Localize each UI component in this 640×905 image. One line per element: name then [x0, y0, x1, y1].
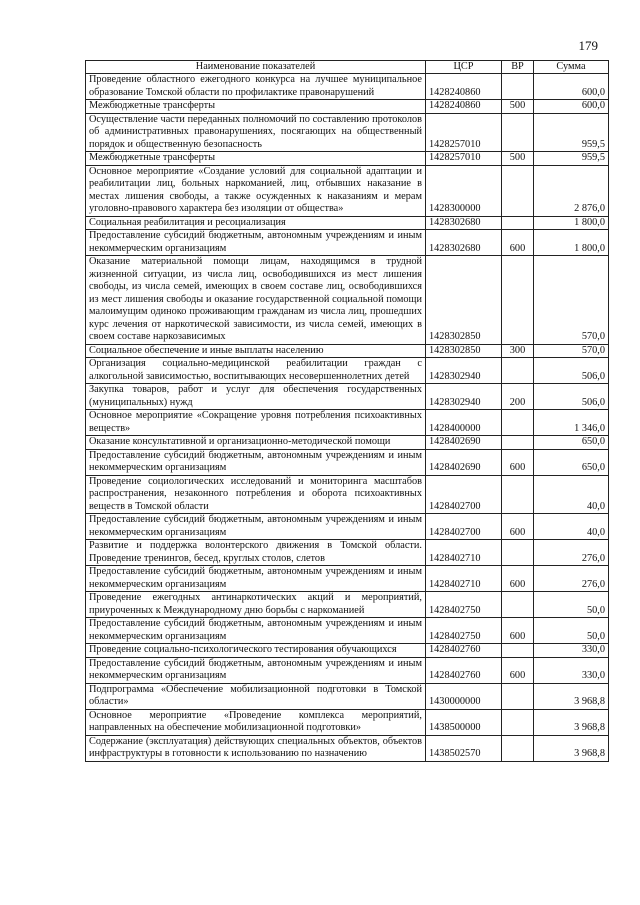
row-vr-cell	[502, 592, 534, 618]
row-csr-cell: 1428402710	[426, 566, 502, 592]
table-row	[86, 657, 609, 683]
row-sum-cell: 650,0	[534, 436, 609, 450]
table-row	[86, 74, 609, 100]
table-row	[86, 683, 609, 709]
table-row	[86, 475, 609, 514]
row-sum-cell: 50,0	[534, 592, 609, 618]
row-sum-cell: 506,0	[534, 358, 609, 384]
row-name-cell: Организация социально-медицинской реабилитации граждан с алкогольной зависимостью, воспитывающих несовершеннолетних детей	[86, 358, 426, 384]
row-vr-cell: 600	[502, 657, 534, 683]
table-row	[86, 514, 609, 540]
row-sum-cell: 40,0	[534, 475, 609, 514]
row-sum-cell: 570,0	[534, 344, 609, 358]
row-csr-cell: 1428402760	[426, 657, 502, 683]
row-vr-cell	[502, 644, 534, 658]
table-row	[86, 735, 609, 761]
row-name-cell: Социальное обеспечение и иные выплаты населению	[86, 344, 426, 358]
row-name-cell: Оказание материальной помощи лицам, находящимся в трудной жизненной ситуации, из числа лиц, освободившихся из мест лишения свободы, из числа семей, имеющих в своем составе лиц, освободившихся из мест лишения свободы и оказание государственной социальной помощи малоимущим одиноко проживающим гражданам из числа лиц, прошедших курс лечения от наркотической зависимости, из числа семей, имеющих в своем составе наркозависимых	[86, 256, 426, 345]
table-row	[86, 644, 609, 658]
row-name-cell: Закупка товаров, работ и услуг для обеспечения государственных (муниципальных) нужд	[86, 384, 426, 410]
row-name-cell: Оказание консультативной и организационно-методической помощи	[86, 436, 426, 450]
row-vr-cell	[502, 74, 534, 100]
row-vr-cell: 300	[502, 344, 534, 358]
row-sum-cell: 959,5	[534, 113, 609, 152]
row-name-cell: Проведение социально-психологического тестирования обучающихся	[86, 644, 426, 658]
row-sum-cell: 506,0	[534, 384, 609, 410]
row-vr-cell: 600	[502, 449, 534, 475]
table-row	[86, 436, 609, 450]
row-csr-cell: 1428302680	[426, 230, 502, 256]
row-name-cell: Межбюджетные трансферты	[86, 152, 426, 166]
row-name-cell: Проведение ежегодных антинаркотических акций и мероприятий, приуроченных к Международному дню борьбы с наркоманией	[86, 592, 426, 618]
row-name-cell: Проведение социологических исследований и мониторинга масштабов распространения, незаконного потребления и оборота психоактивных веществ в Томской области	[86, 475, 426, 514]
table-row	[86, 384, 609, 410]
table-row	[86, 216, 609, 230]
row-name-cell: Развитие и поддержка волонтерского движения в Томской области. Проведение тренингов, бесед, круглых столов, слетов	[86, 540, 426, 566]
table-row	[86, 410, 609, 436]
table-row	[86, 618, 609, 644]
row-csr-cell: 1428402750	[426, 592, 502, 618]
row-csr-cell: 1428302680	[426, 216, 502, 230]
row-sum-cell: 650,0	[534, 449, 609, 475]
row-csr-cell: 1428302940	[426, 384, 502, 410]
row-csr-cell: 1428402760	[426, 644, 502, 658]
row-csr-cell: 1430000000	[426, 683, 502, 709]
row-csr-cell: 1428402700	[426, 514, 502, 540]
row-vr-cell: 200	[502, 384, 534, 410]
row-name-cell: Основное мероприятие «Сокращение уровня потребления психоактивных веществ»	[86, 410, 426, 436]
row-sum-cell: 1 800,0	[534, 216, 609, 230]
row-vr-cell: 500	[502, 152, 534, 166]
table-row	[86, 230, 609, 256]
header-sum: Сумма	[534, 61, 609, 74]
row-vr-cell	[502, 709, 534, 735]
row-sum-cell: 570,0	[534, 256, 609, 345]
row-sum-cell: 276,0	[534, 566, 609, 592]
row-csr-cell: 1428302940	[426, 358, 502, 384]
row-csr-cell: 1428402690	[426, 449, 502, 475]
row-sum-cell: 2 876,0	[534, 165, 609, 216]
row-csr-cell: 1428302850	[426, 344, 502, 358]
row-sum-cell: 600,0	[534, 74, 609, 100]
row-name-cell: Предоставление субсидий бюджетным, автономным учреждениям и иным некоммерческим организациям	[86, 618, 426, 644]
row-sum-cell: 50,0	[534, 618, 609, 644]
row-name-cell: Предоставление субсидий бюджетным, автономным учреждениям и иным некоммерческим организациям	[86, 657, 426, 683]
header-vr: ВР	[502, 61, 534, 74]
row-vr-cell	[502, 735, 534, 761]
table-row	[86, 165, 609, 216]
table-row	[86, 113, 609, 152]
row-vr-cell	[502, 358, 534, 384]
table-row	[86, 152, 609, 166]
row-name-cell: Проведение областного ежегодного конкурса на лучшее муниципальное образование Томской области по профилактике правонарушений	[86, 74, 426, 100]
row-vr-cell: 600	[502, 230, 534, 256]
row-sum-cell: 3 968,8	[534, 735, 609, 761]
row-name-cell: Межбюджетные трансферты	[86, 100, 426, 114]
row-name-cell: Основное мероприятие «Создание условий для социальной адаптации и реабилитации лиц, больных наркоманией, лиц, отбывших наказание в местах лишения свободы, а также осужденных к наказаниям и мерам уголовно-правового характера без изоляции от общества»	[86, 165, 426, 216]
table-row	[86, 449, 609, 475]
row-vr-cell	[502, 683, 534, 709]
row-vr-cell	[502, 256, 534, 345]
row-csr-cell: 1438500000	[426, 709, 502, 735]
row-vr-cell: 600	[502, 514, 534, 540]
row-name-cell: Содержание (эксплуатация) действующих специальных объектов, объектов инфраструктуры в готовности к использованию по назначению	[86, 735, 426, 761]
table-row	[86, 344, 609, 358]
row-csr-cell: 1428240860	[426, 74, 502, 100]
budget-table	[85, 60, 609, 762]
row-vr-cell: 500	[502, 100, 534, 114]
table-header-row	[86, 61, 609, 74]
row-vr-cell	[502, 436, 534, 450]
table-row	[86, 100, 609, 114]
row-csr-cell: 1428402750	[426, 618, 502, 644]
row-sum-cell: 1 800,0	[534, 230, 609, 256]
page-number: 179	[578, 38, 598, 53]
row-vr-cell	[502, 475, 534, 514]
row-sum-cell: 40,0	[534, 514, 609, 540]
row-vr-cell	[502, 410, 534, 436]
row-sum-cell: 600,0	[534, 100, 609, 114]
row-csr-cell: 1428402690	[426, 436, 502, 450]
row-csr-cell: 1438502570	[426, 735, 502, 761]
row-name-cell: Социальная реабилитация и ресоциализация	[86, 216, 426, 230]
table-row	[86, 592, 609, 618]
row-name-cell: Предоставление субсидий бюджетным, автономным учреждениям и иным некоммерческим организациям	[86, 449, 426, 475]
row-csr-cell: 1428257010	[426, 152, 502, 166]
table-body	[86, 74, 609, 762]
row-csr-cell: 1428257010	[426, 113, 502, 152]
row-vr-cell	[502, 540, 534, 566]
table-row	[86, 358, 609, 384]
row-vr-cell	[502, 165, 534, 216]
row-name-cell: Предоставление субсидий бюджетным, автономным учреждениям и иным некоммерческим организациям	[86, 230, 426, 256]
row-csr-cell: 1428300000	[426, 165, 502, 216]
row-sum-cell: 1 346,0	[534, 410, 609, 436]
row-sum-cell: 959,5	[534, 152, 609, 166]
header-name: Наименование показателей	[86, 61, 426, 74]
row-sum-cell: 3 968,8	[534, 683, 609, 709]
row-vr-cell	[502, 113, 534, 152]
row-csr-cell: 1428402710	[426, 540, 502, 566]
row-sum-cell: 276,0	[534, 540, 609, 566]
row-name-cell: Подпрограмма «Обеспечение мобилизационной подготовки в Томской области»	[86, 683, 426, 709]
row-csr-cell: 1428302850	[426, 256, 502, 345]
row-vr-cell	[502, 216, 534, 230]
row-name-cell: Предоставление субсидий бюджетным, автономным учреждениям и иным некоммерческим организациям	[86, 514, 426, 540]
header-csr: ЦСР	[426, 61, 502, 74]
row-sum-cell: 330,0	[534, 644, 609, 658]
table-row	[86, 540, 609, 566]
row-vr-cell: 600	[502, 566, 534, 592]
table-row	[86, 256, 609, 345]
row-csr-cell: 1428400000	[426, 410, 502, 436]
table-row	[86, 566, 609, 592]
row-name-cell: Осуществление части переданных полномочий по составлению протоколов об административных правонарушениях, посягающих на общественный порядок и общественную безопасность	[86, 113, 426, 152]
row-csr-cell: 1428240860	[426, 100, 502, 114]
row-sum-cell: 3 968,8	[534, 709, 609, 735]
table-row	[86, 709, 609, 735]
row-name-cell: Предоставление субсидий бюджетным, автономным учреждениям и иным некоммерческим организациям	[86, 566, 426, 592]
row-sum-cell: 330,0	[534, 657, 609, 683]
row-name-cell: Основное мероприятие «Проведение комплекса мероприятий, направленных на обеспечение мобилизационной подготовки»	[86, 709, 426, 735]
row-vr-cell: 600	[502, 618, 534, 644]
row-csr-cell: 1428402700	[426, 475, 502, 514]
